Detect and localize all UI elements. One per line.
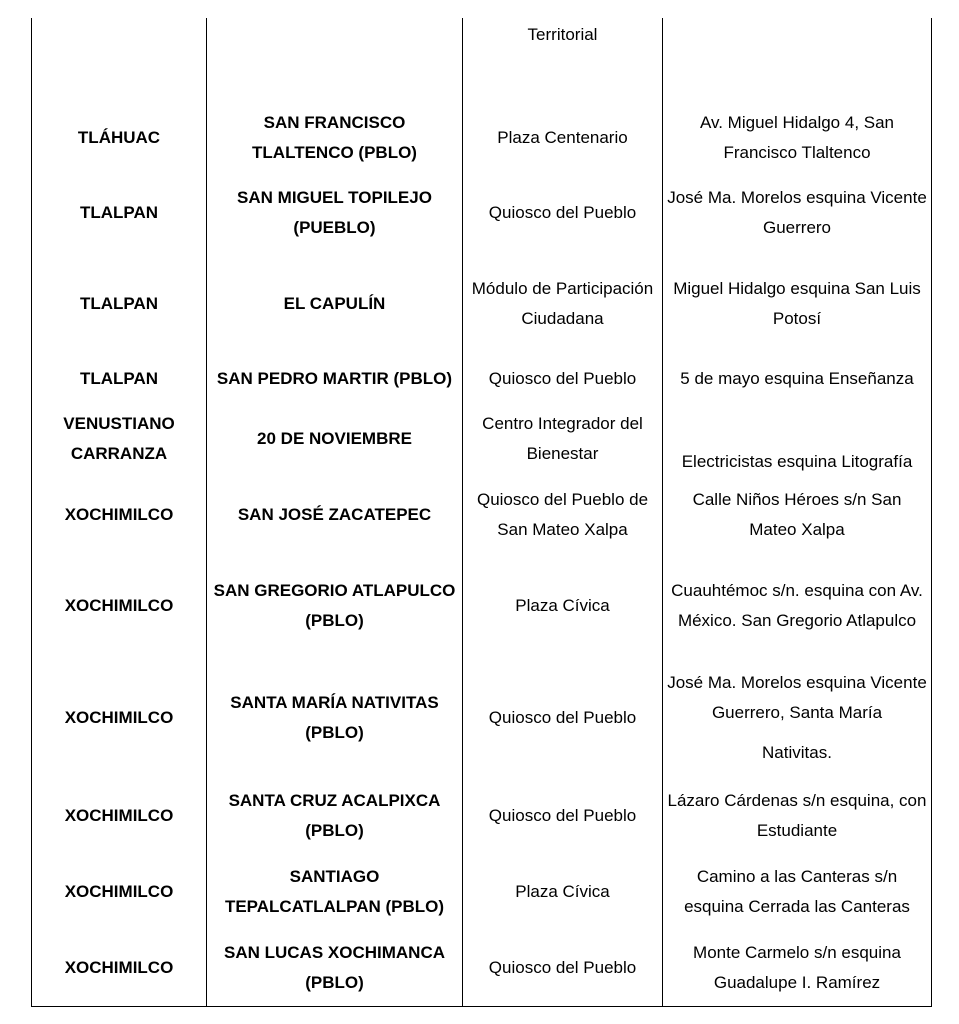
table-row <box>32 930 932 1006</box>
colonia-cell: SANTA MARÍA NATIVITAS (PBLO) <box>207 658 463 778</box>
sede-cell: Centro Integrador del Bienestar <box>463 401 663 477</box>
alcaldia-cell: TLALPAN <box>32 251 207 356</box>
colonia-cell: SANTIAGO TEPALCATLALPAN (PBLO) <box>207 854 463 930</box>
colonia-cell <box>207 18 463 100</box>
sede-cell: Plaza Centenario <box>463 100 663 175</box>
table-row <box>32 100 932 175</box>
alcaldia-cell <box>32 18 207 100</box>
sede-cell: Territorial <box>463 18 663 100</box>
alcaldia-cell: VENUSTIANO CARRANZA <box>32 401 207 477</box>
alcaldia-cell: XOCHIMILCO <box>32 477 207 553</box>
table-row <box>32 477 932 553</box>
domicilio-cell <box>663 18 932 100</box>
colonia-cell: 20 DE NOVIEMBRE <box>207 401 463 477</box>
alcaldia-cell: XOCHIMILCO <box>32 553 207 658</box>
domicilio-cell: Lázaro Cárdenas s/n esquina, con Estudiante <box>663 778 932 854</box>
table-row <box>32 18 932 100</box>
domicilio-cell: 5 de mayo esquina Enseñanza <box>663 356 932 401</box>
domicilio-cell: José Ma. Morelos esquina Vicente Guerrero <box>663 175 932 251</box>
alcaldia-cell: XOCHIMILCO <box>32 658 207 778</box>
sede-cell: Quiosco del Pueblo <box>463 930 663 1006</box>
sede-cell: Quiosco del Pueblo <box>463 778 663 854</box>
alcaldia-cell: TLALPAN <box>32 175 207 251</box>
colonia-cell: SAN PEDRO MARTIR (PBLO) <box>207 356 463 401</box>
sede-cell: Quiosco del Pueblo de San Mateo Xalpa <box>463 477 663 553</box>
colonia-cell: EL CAPULÍN <box>207 251 463 356</box>
domicilio-cell: Electricistas esquina Litografía <box>663 401 932 477</box>
domicilio-cell <box>663 658 932 778</box>
domicilio-cell: Miguel Hidalgo esquina San Luis Potosí <box>663 251 932 356</box>
alcaldia-cell: XOCHIMILCO <box>32 854 207 930</box>
domicilio-cell: Av. Miguel Hidalgo 4, San Francisco Tlaltenco <box>663 100 932 175</box>
alcaldia-cell: TLÁHUAC <box>32 100 207 175</box>
table-row <box>32 356 932 401</box>
table-row <box>32 658 932 778</box>
domicilio-cell: Camino a las Canteras s/n esquina Cerrada las Canteras <box>663 854 932 930</box>
sede-cell: Plaza Cívica <box>463 553 663 658</box>
alcaldia-cell: XOCHIMILCO <box>32 930 207 1006</box>
sede-cell: Quiosco del Pueblo <box>463 356 663 401</box>
sede-table <box>31 18 932 1007</box>
colonia-cell: SAN GREGORIO ATLAPULCO (PBLO) <box>207 553 463 658</box>
table-row <box>32 553 932 658</box>
table-row <box>32 251 932 356</box>
alcaldia-cell: TLALPAN <box>32 356 207 401</box>
sede-cell: Quiosco del Pueblo <box>463 175 663 251</box>
sede-cell: Plaza Cívica <box>463 854 663 930</box>
colonia-cell: SAN JOSÉ ZACATEPEC <box>207 477 463 553</box>
domicilio-cell: Monte Carmelo s/n esquina Guadalupe I. Ramírez <box>663 930 932 1006</box>
domicilio-cell: Cuauhtémoc s/n. esquina con Av. México. San Gregorio Atlapulco <box>663 553 932 658</box>
sede-cell: Quiosco del Pueblo <box>463 658 663 778</box>
colonia-cell: SAN MIGUEL TOPILEJO (PUEBLO) <box>207 175 463 251</box>
colonia-cell: SANTA CRUZ ACALPIXCA (PBLO) <box>207 778 463 854</box>
domicilio-line: José Ma. Morelos esquina Vicente Guerrero, Santa María <box>667 673 927 722</box>
table-row <box>32 401 932 477</box>
domicilio-cell: Calle Niños Héroes s/n San Mateo Xalpa <box>663 477 932 553</box>
domicilio-line: Nativitas. <box>762 743 832 762</box>
table-row <box>32 778 932 854</box>
alcaldia-cell: XOCHIMILCO <box>32 778 207 854</box>
colonia-cell: SAN FRANCISCO TLALTENCO (PBLO) <box>207 100 463 175</box>
colonia-cell: SAN LUCAS XOCHIMANCA (PBLO) <box>207 930 463 1006</box>
table-row <box>32 175 932 251</box>
table-row <box>32 854 932 930</box>
sede-cell: Módulo de Participación Ciudadana <box>463 251 663 356</box>
